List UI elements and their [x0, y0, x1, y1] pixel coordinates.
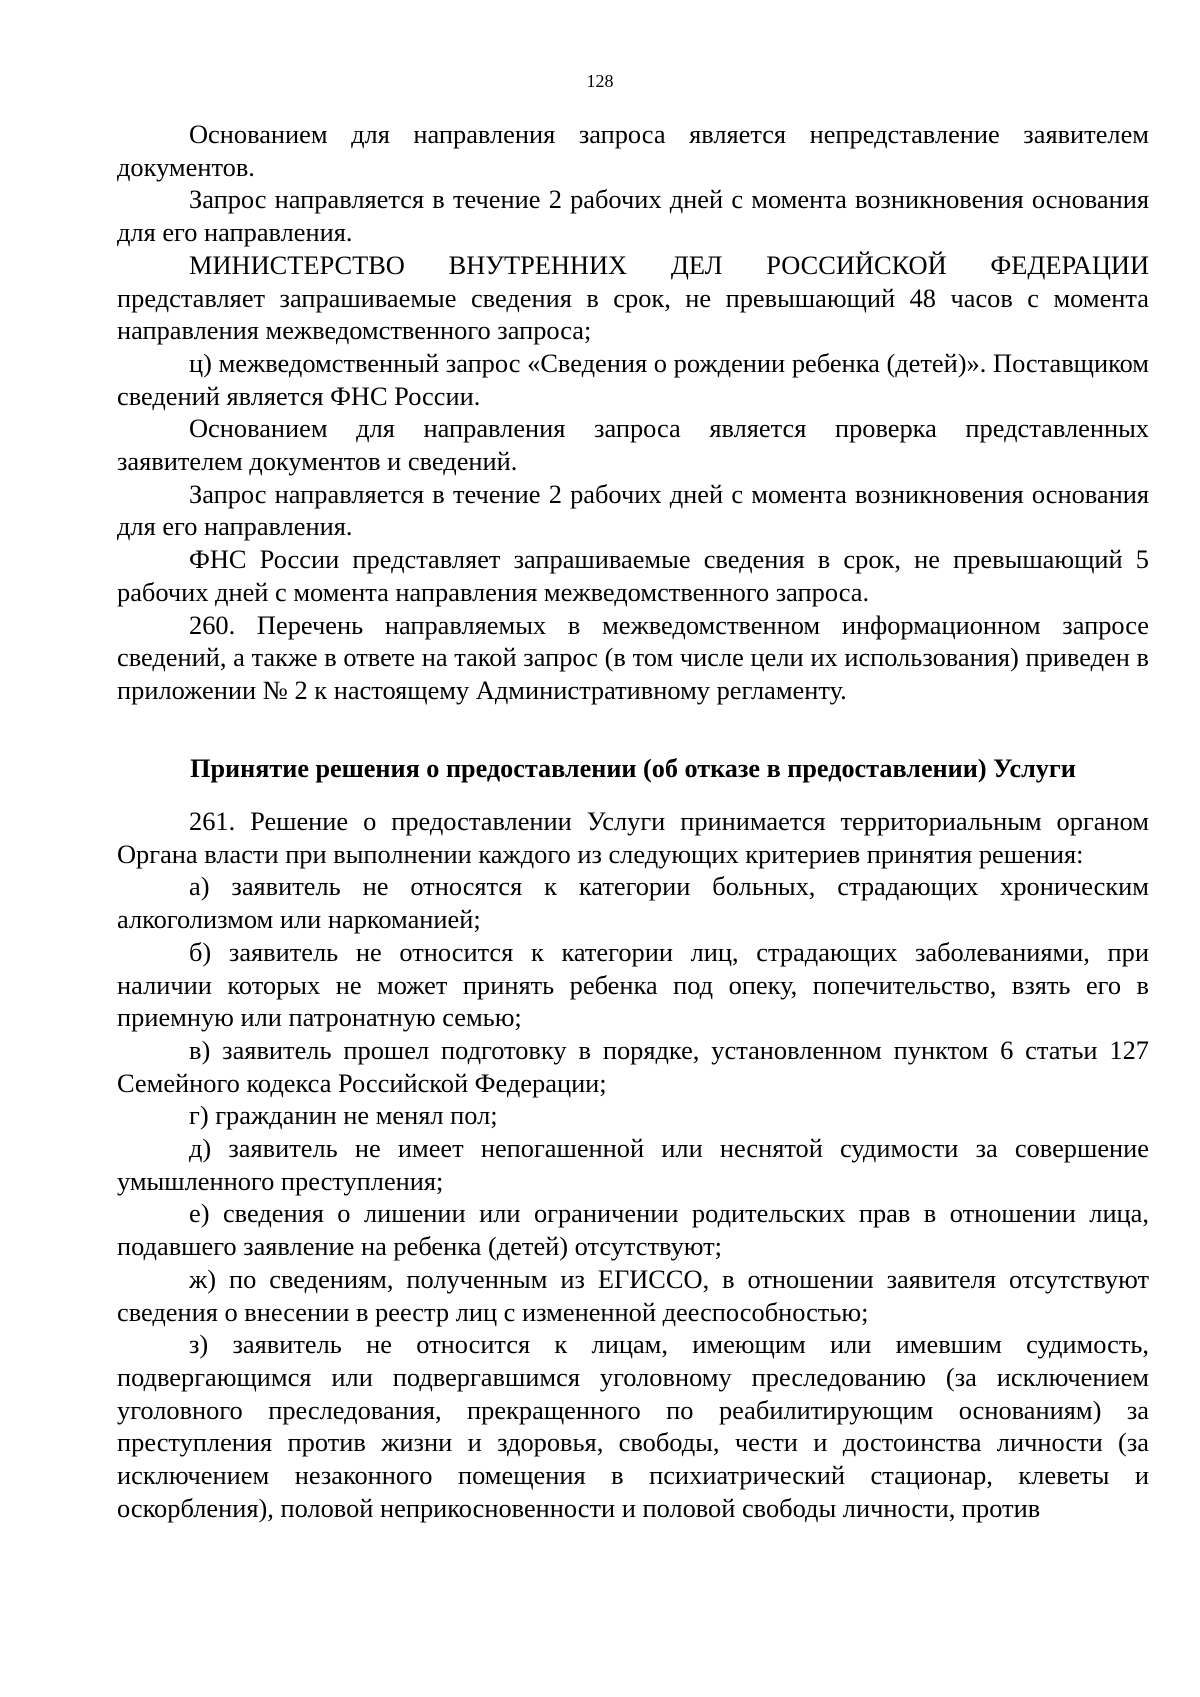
list-item: з) заявитель не относится к лицам, имеющим или имевшим судимость, подвергающимся или подвергавшимся уголовному преследованию (за исключением уголовного преследования, прекращенного по реабилитирующим основаниям) за преступления против жизни и здоровья, свободы, чести и достоинства личности (за исключением незаконного помещения в психиатрический стационар, клеветы и оскорбления), половой неприкосновенности и половой свободы личности, против — [117, 1329, 1149, 1523]
paragraph: ц) межведомственный запрос «Сведения о рождении ребенка (детей)». Поставщиком сведений является ФНС России. — [117, 347, 1149, 411]
paragraph: МИНИСТЕРСТВО ВНУТРЕННИХ ДЕЛ РОССИЙСКОЙ ФЕДЕРАЦИИ представляет запрашиваемые сведения в срок, не превышающий 48 часов с момента направления межведомственного запроса; — [117, 249, 1149, 346]
paragraph: Запрос направляется в течение 2 рабочих дней с момента возникновения основания для его направления. — [117, 184, 1149, 248]
section-heading: Принятие решения о предоставлении (об отказе в предоставлении) Услуги — [190, 754, 1076, 783]
paragraph: Запрос направляется в течение 2 рабочих дней с момента возникновения основания для его направления. — [117, 478, 1149, 542]
list-item: в) заявитель прошел подготовку в порядке, установленном пунктом 6 статьи 127 Семейного кодекса Российской Федерации; — [117, 1034, 1149, 1098]
body-text-top — [117, 118, 1149, 707]
list-item: г) гражданин не менял пол; — [189, 1100, 498, 1131]
paragraph: 260. Перечень направляемых в межведомственном информационном запросе сведений, а также в ответе на такой запрос (в том числе цели их использования) приведен в приложении № 2 к настоящему Административному регламенту. — [117, 609, 1149, 705]
list-item: д) заявитель не имеет непогашенной или неснятой судимости за совершение умышленного преступления; — [117, 1133, 1149, 1196]
paragraph: Основанием для направления запроса является проверка представленных заявителем документов и сведений. — [117, 413, 1149, 477]
list-item: б) заявитель не относится к категории лиц, страдающих заболеваниями, при наличии которых не может принять ребенка под опеку, попечительство, взять его в приемную или патронатную семью; — [117, 936, 1149, 1033]
body-text-bottom — [117, 805, 1149, 1524]
paragraph: Основанием для направления запроса является непредставление заявителем документов. — [117, 119, 1149, 182]
page-number: 128 — [586, 71, 614, 91]
list-item: ж) по сведениям, полученным из ЕГИССО, в отношении заявителя отсутствуют сведения о внесении в реестр лиц с измененной дееспособностью; — [117, 1263, 1149, 1327]
paragraph: ФНС России представляет запрашиваемые сведения в срок, не превышающий 5 рабочих дней с момента направления межведомственного запроса. — [117, 544, 1149, 607]
list-item: е) сведения о лишении или ограничении родительских прав в отношении лица, подавшего заявление на ребенка (детей) отсутствуют; — [117, 1198, 1149, 1262]
paragraph: 261. Решение о предоставлении Услуги принимается территориальным органом Органа власти при выполнении каждого из следующих критериев принятия решения: — [117, 806, 1149, 869]
list-item: а) заявитель не относятся к категории больных, страдающих хроническим алкоголизмом или наркоманией; — [117, 871, 1149, 935]
